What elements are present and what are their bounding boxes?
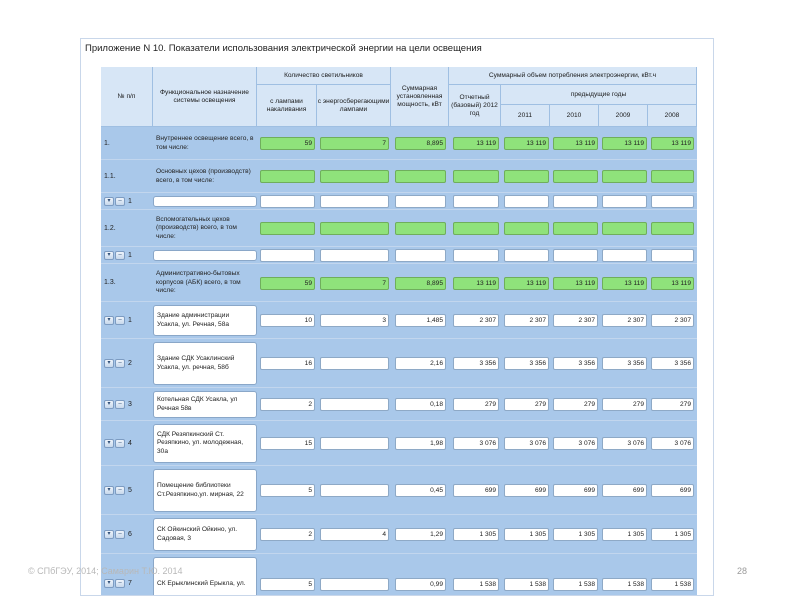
value-field-y08[interactable] [651,249,694,262]
page-number: 28 [737,566,748,576]
table-row [101,160,697,193]
value-field-y10[interactable]: 2 307 [553,314,598,327]
row-control-group [104,530,132,539]
value-field-y09[interactable] [602,170,647,183]
row-controls [101,302,149,338]
table-row [101,421,697,466]
header-power: Суммарная установленная мощность, кВт [391,67,449,127]
value-field-c2[interactable] [320,484,389,497]
row-move-down-button[interactable]: ▾ [104,486,114,495]
row-move-down-button[interactable]: ▾ [104,530,114,539]
table-row [101,466,697,515]
value-field-c1[interactable]: 16 [260,357,315,370]
value-field-p[interactable]: 0,99 [395,578,446,591]
value-field-c2[interactable]: 3 [320,314,389,327]
value-field-y09[interactable] [602,195,647,208]
value-field-p[interactable]: 1,29 [395,528,446,541]
value-field-y10[interactable] [553,222,598,235]
row-index: 1 [128,197,132,205]
row-number: 1.1. [104,172,116,180]
value-field-p[interactable] [395,170,446,183]
value-field-y11[interactable] [504,222,549,235]
value-field-y10[interactable] [553,195,598,208]
row-control-group [104,486,132,495]
value-field-c2[interactable] [320,170,389,183]
table-row [101,247,697,264]
row-remove-button[interactable]: – [115,251,125,260]
category-label: Внутреннее освещение всего, в том числе: [156,135,254,151]
value-field-c2[interactable]: 4 [320,528,389,541]
value-field-y11[interactable]: 13 119 [504,277,549,290]
row-control-group [104,579,132,588]
row-move-down-button[interactable]: ▾ [104,359,114,368]
table-row [101,554,697,596]
header-num: № п/п [101,67,153,127]
value-field-c1[interactable] [260,249,315,262]
row-index: 1 [128,251,132,259]
value-field-c1[interactable]: 10 [260,314,315,327]
indicators-table [101,67,697,596]
value-field-y08[interactable] [651,222,694,235]
header-base-year: Отчетный (базовый) 2012 год [449,85,501,127]
header-count-group: Количество светильников [257,67,391,85]
value-field-y10[interactable]: 1 538 [553,578,598,591]
value-field-y10[interactable]: 13 119 [553,277,598,290]
value-field-c1[interactable]: 5 [260,578,315,591]
row-controls [101,193,149,209]
object-name-field[interactable]: СК Ерыклинский Ерыкла, ул. [153,557,257,596]
value-field-c2[interactable]: 7 [320,277,389,290]
value-field-y10[interactable] [553,249,598,262]
value-field-b[interactable]: 699 [453,484,499,497]
header-year-2008: 2008 [648,105,697,127]
object-name-field[interactable] [153,250,257,261]
value-field-y09[interactable] [602,222,647,235]
value-field-b[interactable] [453,249,499,262]
value-field-c2[interactable] [320,578,389,591]
row-remove-button[interactable]: – [115,530,125,539]
report-window [80,38,714,596]
header-year-2010: 2010 [550,105,599,127]
value-field-b[interactable]: 3 076 [453,437,499,450]
value-field-y11[interactable]: 13 119 [504,137,549,150]
table-row [101,339,697,388]
value-field-c2[interactable] [320,398,389,411]
value-field-c1[interactable] [260,222,315,235]
header-prev-years: предыдущие годы [501,85,697,105]
row-index: 6 [128,530,132,538]
value-field-c1[interactable]: 59 [260,137,315,150]
value-field-c2[interactable] [320,222,389,235]
header-lamps-incandescent: с лампами накаливания [257,85,317,127]
header-consumption-group: Суммарный объем потребления электроэнергии, кВт.ч [449,67,697,85]
row-control-group [104,439,132,448]
row-controls [101,339,149,387]
row-controls [101,421,149,465]
value-field-y09[interactable]: 1 538 [602,578,647,591]
row-move-down-button[interactable]: ▾ [104,316,114,325]
table-row [101,127,697,160]
object-name-field[interactable] [153,196,257,207]
value-field-y08[interactable]: 699 [651,484,694,497]
value-field-b[interactable]: 1 538 [453,578,499,591]
category-label: Основных цехов (производств) всего, в том числе: [156,168,251,184]
value-field-b[interactable]: 2 307 [453,314,499,327]
value-field-y11[interactable] [504,249,549,262]
row-controls [101,515,149,553]
value-field-y11[interactable]: 1 538 [504,578,549,591]
value-field-b[interactable]: 3 356 [453,357,499,370]
row-remove-button[interactable]: – [115,579,125,588]
value-field-b[interactable] [453,222,499,235]
row-index: 7 [128,580,132,587]
row-move-down-button[interactable]: ▾ [104,251,114,260]
table-row [101,264,697,302]
object-name-field[interactable]: Котельная СДК Усакла, ул Речная 58в [153,391,257,418]
object-name-field[interactable]: Помещение библиотеки Ст.Резяпкино,ул. мирная, 22 [153,469,257,512]
value-field-y10[interactable]: 699 [553,484,598,497]
value-field-c2[interactable] [320,249,389,262]
row-move-down-button[interactable]: ▾ [104,579,114,588]
value-field-c2[interactable]: 7 [320,137,389,150]
value-field-b[interactable]: 1 305 [453,528,499,541]
value-field-b[interactable]: 13 119 [453,277,499,290]
row-move-down-button[interactable]: ▾ [104,439,114,448]
row-remove-button[interactable]: – [115,359,125,368]
value-field-c1[interactable] [260,170,315,183]
value-field-y08[interactable]: 3 356 [651,357,694,370]
value-field-y09[interactable]: 699 [602,484,647,497]
value-field-y11[interactable]: 2 307 [504,314,549,327]
value-field-p[interactable]: 0,45 [395,484,446,497]
value-field-y08[interactable]: 13 119 [651,277,694,290]
row-move-down-button[interactable]: ▾ [104,400,114,409]
value-field-y10[interactable] [553,170,598,183]
value-field-c1[interactable]: 59 [260,277,315,290]
value-field-y11[interactable] [504,195,549,208]
value-field-y08[interactable] [651,195,694,208]
header-year-2011: 2011 [501,105,550,127]
row-index: 5 [128,486,132,494]
value-field-p[interactable]: 2,16 [395,357,446,370]
value-field-c2[interactable] [320,437,389,450]
table-row [101,515,697,554]
value-field-y10[interactable]: 3 356 [553,357,598,370]
row-move-down-button[interactable]: ▾ [104,197,114,206]
value-field-c2[interactable] [320,195,389,208]
row-index: 3 [128,400,132,408]
value-field-p[interactable] [395,195,446,208]
value-field-y11[interactable]: 1 305 [504,528,549,541]
row-number: 1.3. [104,279,116,286]
value-field-y09[interactable]: 279 [602,398,647,411]
value-field-y09[interactable]: 2 307 [602,314,647,327]
object-name-field[interactable]: СК Ойкинский Ойкино, ул. Садовая, 3 [153,518,257,551]
row-controls [101,388,149,420]
header-lamps-saving: с энергосберегающими лампами [317,85,391,127]
table-header [101,67,697,127]
copyright-footer: © СПбГЭУ, 2014; Самарин Т.Ю. 2014 [28,566,183,576]
value-field-y10[interactable]: 279 [553,398,598,411]
value-field-y08[interactable] [651,170,694,183]
row-controls [101,247,149,263]
value-field-y08[interactable]: 13 119 [651,137,694,150]
value-field-y11[interactable] [504,170,549,183]
object-name-field[interactable]: Здание СДК Усаклинский Усакла, ул. речная, 58б [153,342,257,385]
value-field-p[interactable]: 1,485 [395,314,446,327]
row-remove-button[interactable]: – [115,316,125,325]
row-controls [101,466,149,514]
row-control-group [104,251,132,260]
table-row [101,193,697,210]
value-field-y09[interactable]: 1 305 [602,528,647,541]
value-field-y10[interactable]: 13 119 [553,137,598,150]
table-row [101,210,697,247]
value-field-c1[interactable]: 2 [260,398,315,411]
value-field-y08[interactable]: 3 076 [651,437,694,450]
value-field-p[interactable] [395,222,446,235]
category-label: Административно-бытовых корпусов (АБК) всего, в том числе: [156,270,241,295]
value-field-c1[interactable] [260,195,315,208]
value-field-y09[interactable]: 13 119 [602,137,647,150]
value-field-y08[interactable]: 1 305 [651,528,694,541]
value-field-c1[interactable]: 5 [260,484,315,497]
value-field-y10[interactable]: 1 305 [553,528,598,541]
value-field-b[interactable] [453,195,499,208]
row-remove-button[interactable]: – [115,439,125,448]
object-name-field[interactable]: СДК Резяпкинский Ст. Резяпкино, ул. молодежная, 30а [153,424,257,463]
table-row [101,302,697,339]
row-control-group [104,316,132,325]
row-number: 1. [104,139,110,147]
category-label: Вспомогательных цехов (производств) всего, в том числе: [156,215,237,240]
value-field-y08[interactable]: 2 307 [651,314,694,327]
value-field-y08[interactable]: 1 538 [651,578,694,591]
row-control-group [104,197,132,206]
row-remove-button[interactable]: – [115,400,125,409]
row-control-group [104,359,132,368]
value-field-c2[interactable] [320,357,389,370]
value-field-y11[interactable]: 3 076 [504,437,549,450]
value-field-y10[interactable]: 3 076 [553,437,598,450]
value-field-y11[interactable]: 279 [504,398,549,411]
page-title: Приложение N 10. Показатели использования электрической энергии на цели освещения [81,39,713,59]
value-field-y09[interactable]: 13 119 [602,277,647,290]
value-field-p[interactable]: 0,18 [395,398,446,411]
value-field-p[interactable] [395,249,446,262]
value-field-b[interactable] [453,170,499,183]
row-index: 4 [128,439,132,447]
header-function: Функциональное назначение системы освещения [153,67,257,127]
value-field-y09[interactable]: 3 076 [602,437,647,450]
object-name-field[interactable]: Здание администрации Усакла, ул. Речная, 58а [153,305,257,336]
row-control-group [104,400,132,409]
row-number: 1.2. [104,224,116,232]
value-field-c1[interactable]: 15 [260,437,315,450]
row-index: 1 [128,316,132,324]
table-row [101,388,697,421]
row-remove-button[interactable]: – [115,197,125,206]
value-field-b[interactable]: 279 [453,398,499,411]
header-year-2009: 2009 [599,105,648,127]
value-field-y11[interactable]: 3 356 [504,357,549,370]
value-field-b[interactable]: 13 119 [453,137,499,150]
value-field-y08[interactable]: 279 [651,398,694,411]
value-field-y09[interactable] [602,249,647,262]
value-field-c1[interactable]: 2 [260,528,315,541]
value-field-p[interactable]: 8,895 [395,137,446,150]
value-field-y11[interactable]: 699 [504,484,549,497]
value-field-y09[interactable]: 3 356 [602,357,647,370]
row-index: 2 [128,359,132,367]
value-field-p[interactable]: 1,98 [395,437,446,450]
value-field-p[interactable]: 8,895 [395,277,446,290]
row-remove-button[interactable]: – [115,486,125,495]
